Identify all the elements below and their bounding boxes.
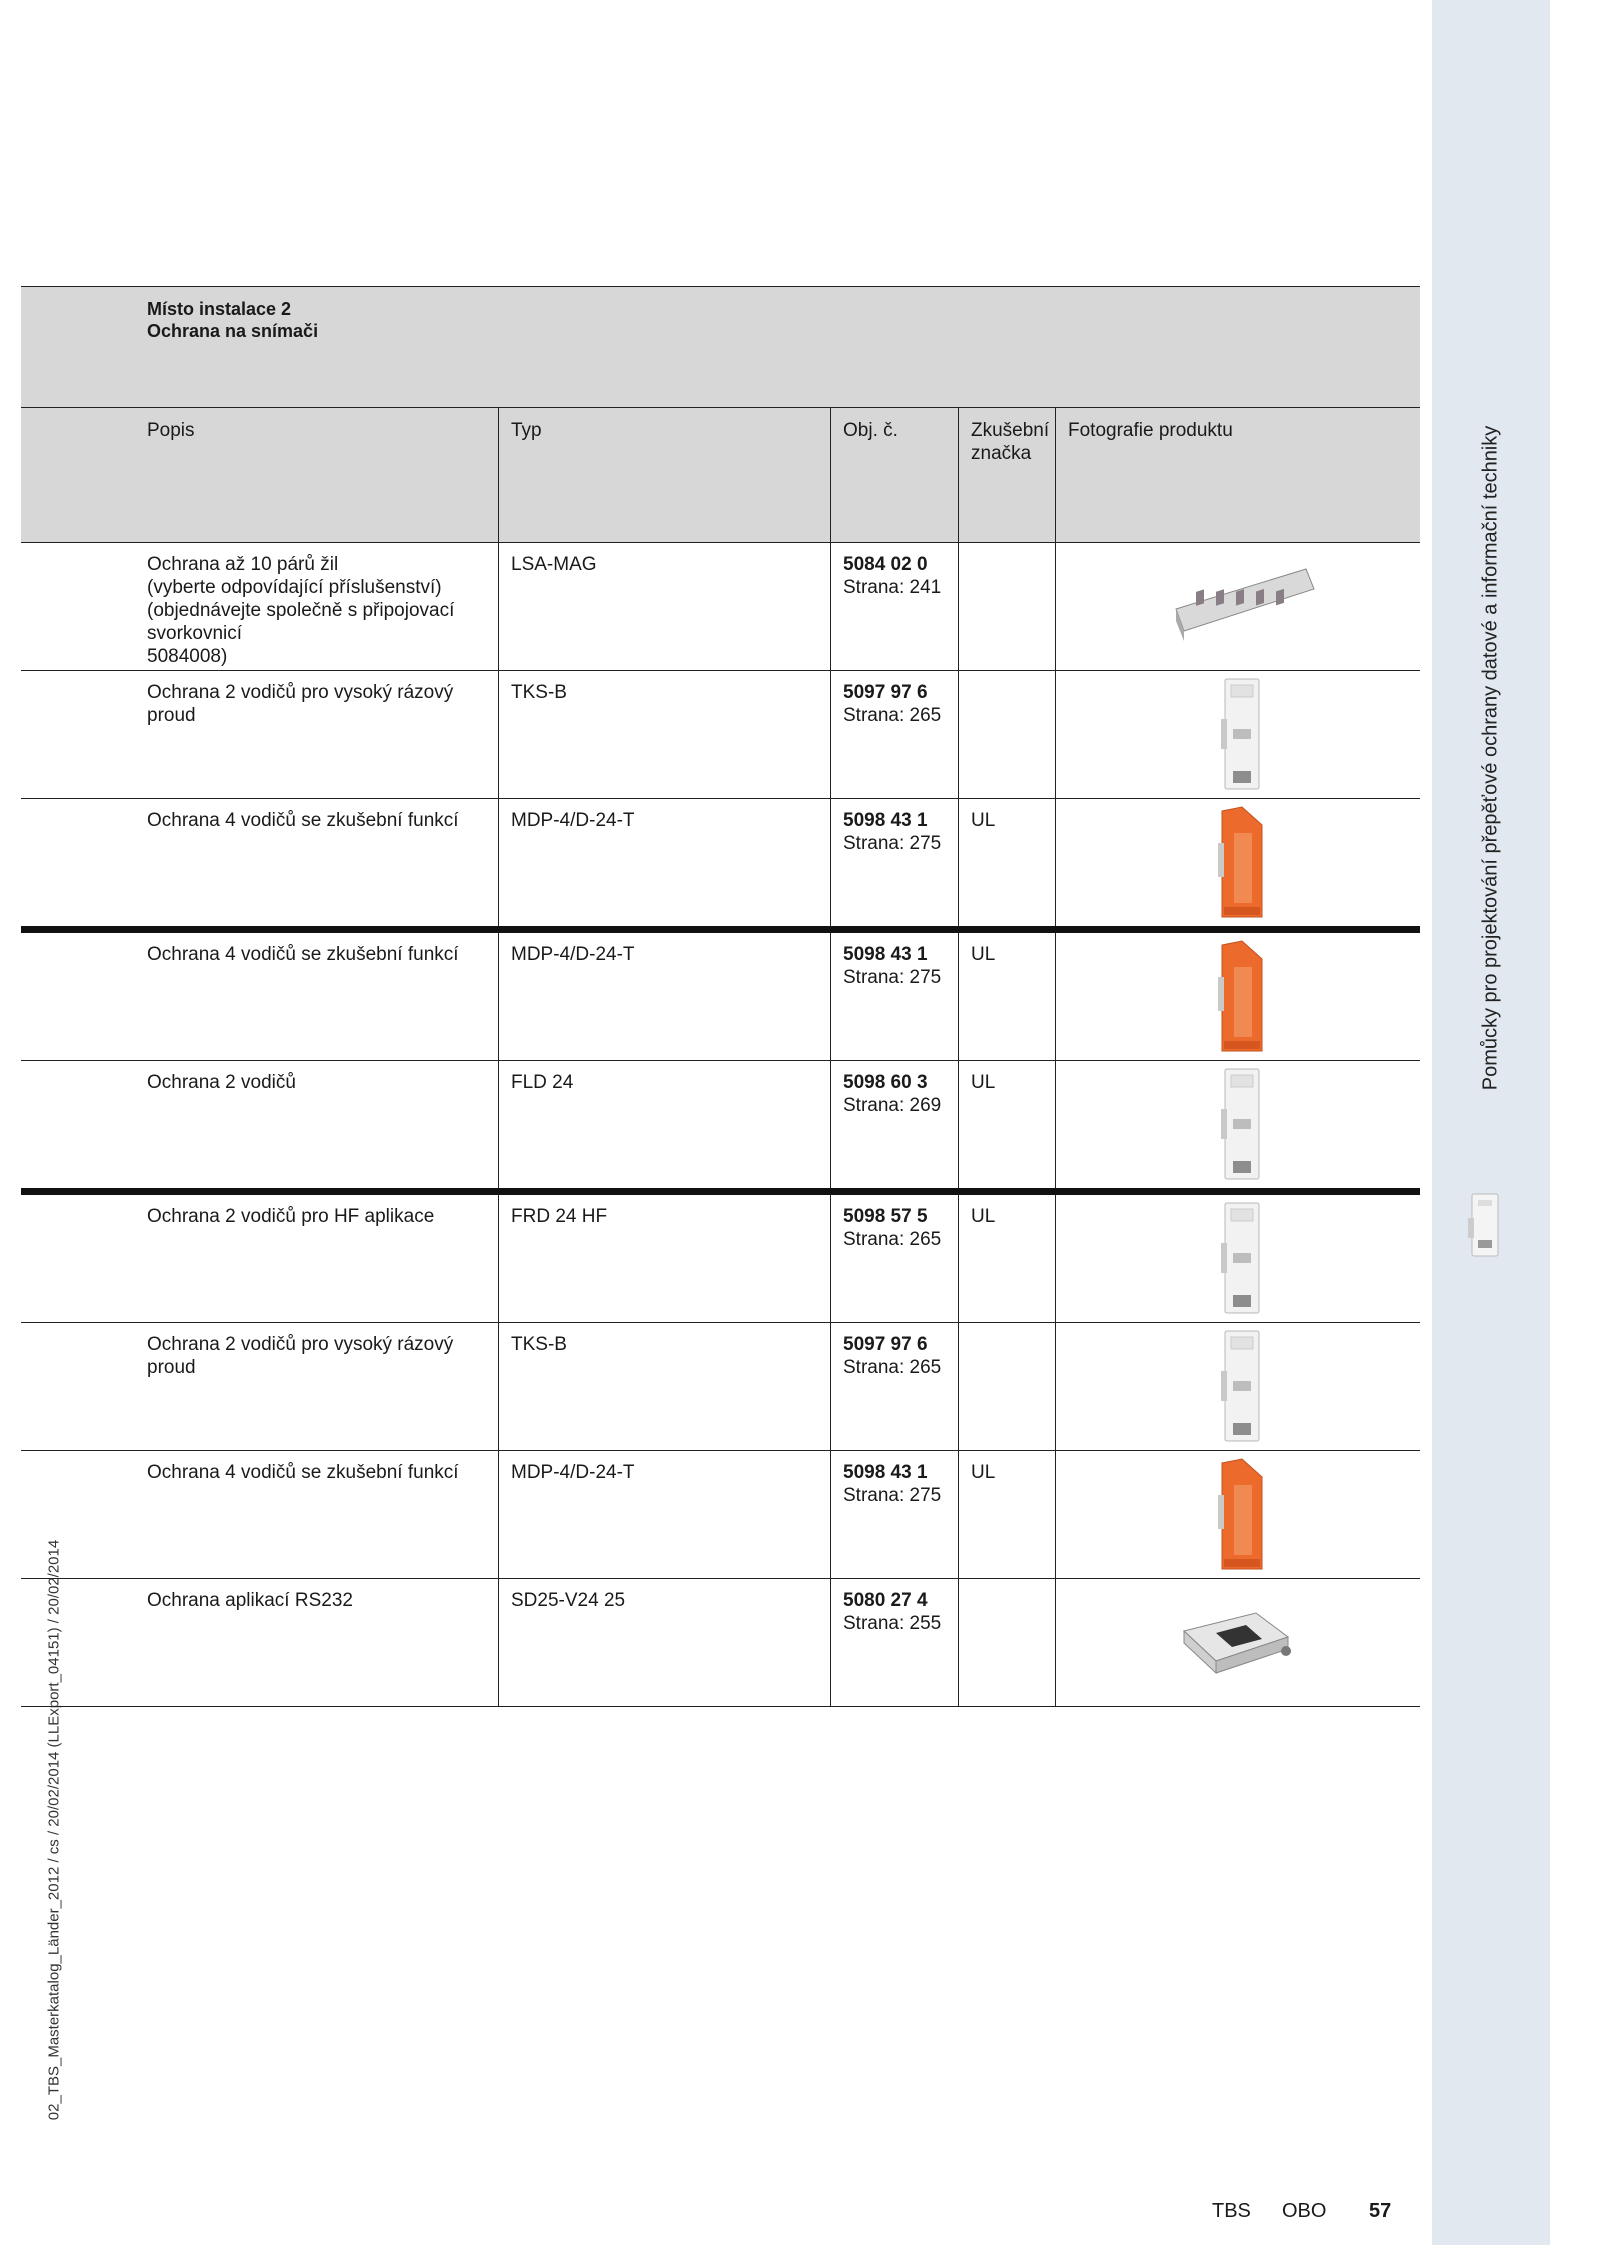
row-photo-cell bbox=[1055, 1451, 1420, 1578]
header-typ: Typ bbox=[498, 408, 830, 542]
row-description-line: Ochrana 4 vodičů se zkušební funkcí bbox=[147, 1462, 459, 1483]
row-description-line: Ochrana až 10 párů žil bbox=[147, 554, 339, 575]
row-type: SD25-V24 25 bbox=[498, 1579, 830, 1706]
row-test-mark: UL bbox=[958, 1195, 1055, 1322]
table-row bbox=[21, 1061, 1420, 1195]
row-description bbox=[135, 1579, 498, 1706]
order-number: 5098 43 1 bbox=[843, 944, 928, 965]
row-description-line: Ochrana 2 vodičů pro HF aplikace bbox=[147, 1206, 435, 1227]
grey-module-icon bbox=[1211, 1199, 1271, 1323]
header-obj: Obj. č. bbox=[830, 408, 958, 542]
row-description-line: Ochrana 2 vodičů pro vysoký rázový bbox=[147, 1334, 454, 1355]
row-type: MDP-4/D-24-T bbox=[498, 1451, 830, 1578]
column-header-row bbox=[21, 407, 1420, 543]
row-description bbox=[135, 1323, 498, 1450]
page-number: 57 bbox=[1369, 2200, 1392, 2222]
row-order-number bbox=[830, 933, 958, 1060]
row-type: FLD 24 bbox=[498, 1061, 830, 1188]
order-number: 5098 43 1 bbox=[843, 1462, 928, 1483]
row-order-number bbox=[830, 543, 958, 670]
grey-module-icon bbox=[1211, 1065, 1271, 1189]
order-number: 5097 97 6 bbox=[843, 1334, 928, 1355]
row-photo-cell bbox=[1055, 1579, 1420, 1706]
order-number: 5080 27 4 bbox=[843, 1590, 928, 1611]
row-description-line: Ochrana aplikací RS232 bbox=[147, 1590, 353, 1611]
table-row bbox=[21, 671, 1420, 799]
row-test-mark: UL bbox=[958, 799, 1055, 926]
catalog-page-ref: Strana: 255 bbox=[843, 1613, 942, 1634]
row-order-number bbox=[830, 799, 958, 926]
row-description-line: Ochrana 2 vodičů pro vysoký rázový bbox=[147, 682, 454, 703]
row-description bbox=[135, 671, 498, 798]
row-order-number bbox=[830, 1579, 958, 1706]
catalog-page-ref: Strana: 265 bbox=[843, 1357, 942, 1378]
table-row bbox=[21, 1579, 1420, 1707]
row-photo-cell bbox=[1055, 1195, 1420, 1322]
row-description bbox=[135, 543, 498, 670]
row-description-line: svorkovnicí bbox=[147, 623, 243, 644]
sidebar-title: Pomůcky pro projektování přepěťové ochrany datové a informační techniky bbox=[1479, 425, 1502, 1091]
order-number: 5098 60 3 bbox=[843, 1072, 928, 1093]
grey-module-icon bbox=[1211, 1327, 1271, 1451]
order-number: 5084 02 0 bbox=[843, 554, 928, 575]
row-description-line: Ochrana 4 vodičů se zkušební funkcí bbox=[147, 944, 459, 965]
row-order-number bbox=[830, 1061, 958, 1188]
catalog-page-ref: Strana: 275 bbox=[843, 967, 942, 988]
row-test-mark bbox=[958, 1323, 1055, 1450]
row-order-number bbox=[830, 1323, 958, 1450]
row-description-line: (objednávejte společně s připojovací bbox=[147, 600, 455, 621]
row-test-mark: UL bbox=[958, 933, 1055, 1060]
footer-brand-tbs: TBS bbox=[1212, 2200, 1251, 2222]
row-description-line: proud bbox=[147, 1357, 196, 1378]
row-description-line: Ochrana 4 vodičů se zkušební funkcí bbox=[147, 810, 459, 831]
row-description bbox=[135, 933, 498, 1060]
catalog-page-ref: Strana: 275 bbox=[843, 833, 942, 854]
catalog-page-ref: Strana: 265 bbox=[843, 705, 942, 726]
row-type: MDP-4/D-24-T bbox=[498, 933, 830, 1060]
table-row bbox=[21, 1195, 1420, 1323]
row-test-mark: UL bbox=[958, 1451, 1055, 1578]
row-test-mark bbox=[958, 671, 1055, 798]
row-order-number bbox=[830, 1195, 958, 1322]
table-row bbox=[21, 1451, 1420, 1579]
row-photo-cell bbox=[1055, 1061, 1420, 1188]
header-zk-line2: značka bbox=[971, 443, 1032, 464]
table-row bbox=[21, 1323, 1420, 1451]
row-photo-cell bbox=[1055, 933, 1420, 1060]
module-thumbnail-icon bbox=[1466, 1190, 1506, 1262]
row-photo-cell bbox=[1055, 1323, 1420, 1450]
row-description-line: Ochrana 2 vodičů bbox=[147, 1072, 296, 1093]
row-description-line: (vyberte odpovídající příslušenství) bbox=[147, 577, 442, 598]
table-row bbox=[21, 543, 1420, 671]
installation-group-header bbox=[21, 286, 1420, 407]
grey-module-icon bbox=[1211, 675, 1271, 799]
table-row bbox=[21, 799, 1420, 933]
group-subtitle: Ochrana na snímači bbox=[147, 321, 319, 341]
row-photo-cell bbox=[1055, 543, 1420, 670]
product-table bbox=[21, 286, 1420, 1707]
order-number: 5097 97 6 bbox=[843, 682, 928, 703]
footer-brand-obo: OBO bbox=[1282, 2200, 1327, 2222]
group-title: Místo instalace 2 bbox=[147, 299, 292, 319]
row-order-number bbox=[830, 1451, 958, 1578]
row-test-mark bbox=[958, 1579, 1055, 1706]
orange-module-icon bbox=[1210, 803, 1274, 927]
row-description bbox=[135, 1451, 498, 1578]
order-number: 5098 57 5 bbox=[843, 1206, 928, 1227]
rs232-adapter-icon bbox=[1176, 1601, 1296, 1687]
header-popis: Popis bbox=[147, 420, 195, 441]
row-type: MDP-4/D-24-T bbox=[498, 799, 830, 926]
row-type: TKS-B bbox=[498, 1323, 830, 1450]
orange-module-icon bbox=[1210, 937, 1274, 1061]
row-type: FRD 24 HF bbox=[498, 1195, 830, 1322]
header-zkusebni-znacka bbox=[958, 408, 1055, 542]
row-description bbox=[135, 1195, 498, 1322]
header-foto: Fotografie produktu bbox=[1055, 408, 1420, 542]
sidebar-panel bbox=[1432, 0, 1550, 2245]
table-row bbox=[21, 933, 1420, 1061]
document-meta: 02_TBS_Masterkatalog_Länder_2012 / cs / 20/02/2014 (LLExport_04151) / 20/02/2014 bbox=[45, 1539, 63, 2121]
header-zk-line1: Zkušební bbox=[971, 420, 1050, 441]
catalog-page-ref: Strana: 241 bbox=[843, 577, 942, 598]
catalog-page-ref: Strana: 265 bbox=[843, 1229, 942, 1250]
row-photo-cell bbox=[1055, 799, 1420, 926]
row-test-mark: UL bbox=[958, 1061, 1055, 1188]
row-photo-cell bbox=[1055, 671, 1420, 798]
lsa-mag-strip-icon bbox=[1166, 549, 1316, 655]
row-description bbox=[135, 799, 498, 926]
table-body bbox=[21, 543, 1420, 1707]
row-description-line: proud bbox=[147, 705, 196, 726]
row-order-number bbox=[830, 671, 958, 798]
order-number: 5098 43 1 bbox=[843, 810, 928, 831]
row-description bbox=[135, 1061, 498, 1188]
row-test-mark bbox=[958, 543, 1055, 670]
row-type: LSA-MAG bbox=[498, 543, 830, 670]
catalog-page-ref: Strana: 275 bbox=[843, 1485, 942, 1506]
row-description-line: 5084008) bbox=[147, 646, 228, 667]
orange-module-icon bbox=[1210, 1455, 1274, 1579]
catalog-page-ref: Strana: 269 bbox=[843, 1095, 942, 1116]
row-type: TKS-B bbox=[498, 671, 830, 798]
